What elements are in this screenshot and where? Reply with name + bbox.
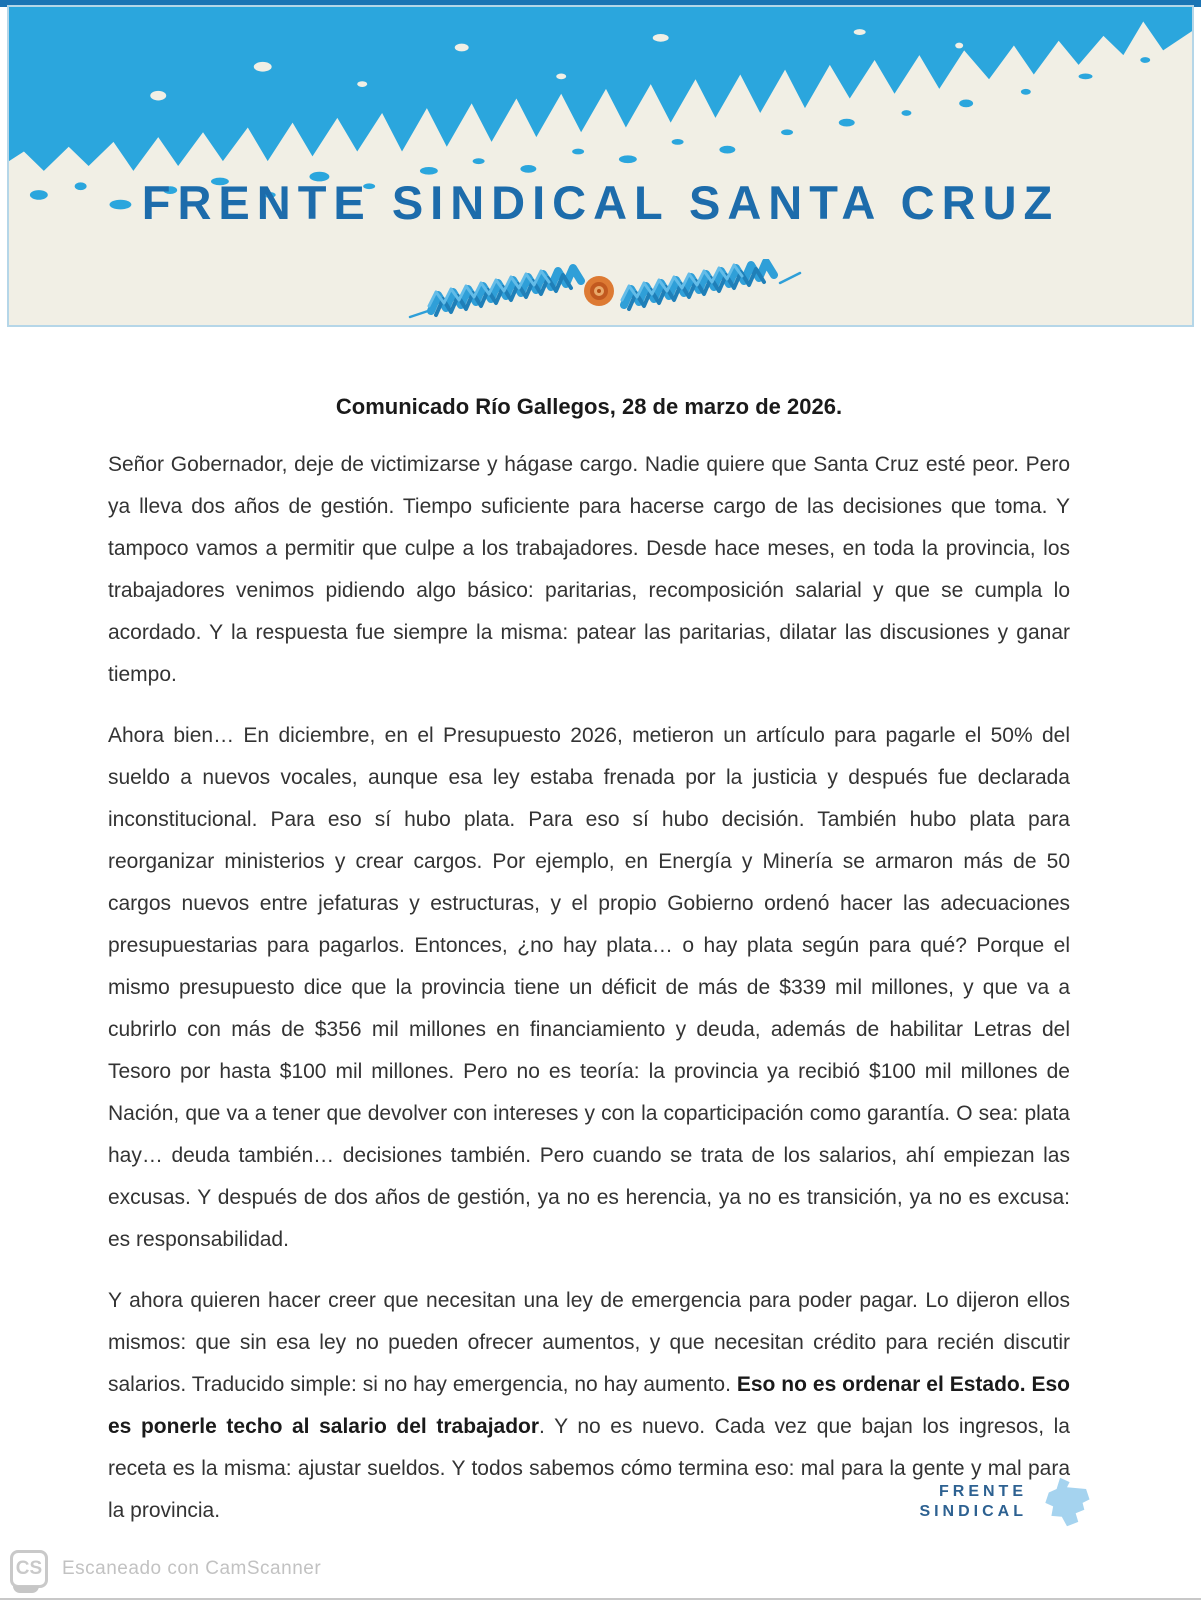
camscanner-label: Escaneado con CamScanner — [62, 1558, 322, 1579]
cs-badge-label: CS — [15, 1558, 43, 1579]
paragraph-1: Señor Gobernador, deje de victimizarse y hágase cargo. Nadie quiere que Santa Cruz esté peor. Pero ya lleva dos años de gestión. Tiempo suficiente para hacerse cargo de las decisiones que toma. Y tampoco vamos a permitir que culpe a los trabajadores. Desde hace meses, en toda la provincia, los trabajadores venimos pidiendo algo básico: paritarias, recomposición salarial y que se cumpla lo acordado. Y la respuesta fue siempre la misma: patear las paritarias, dilatar las discusiones y ganar tiempo. — [108, 453, 1070, 686]
letter-body — [108, 394, 1070, 1551]
footer-logo-line2: SINDICAL — [919, 1503, 1027, 1520]
footer-logo-line1: FRENTE — [939, 1483, 1027, 1500]
header-banner — [7, 5, 1194, 327]
flag-sun-icon — [584, 276, 614, 306]
footer-logo-text — [919, 1482, 1027, 1522]
footer-logo — [919, 1476, 1093, 1528]
santa-cruz-province-map-icon — [1041, 1476, 1093, 1528]
paragraph-2: Ahora bien… En diciembre, en el Presupuesto 2026, metieron un artículo para pagarle el 50% del sueldo a nuevos vocales, aunque esa ley estaba frenada por la justicia y después fue declarada inconstitucional. Para eso sí hubo plata. Para eso sí hubo decisión. También hubo plata para reorganizar ministerios y crear cargos. Por ejemplo, en Energía y Minería se armaron más de 50 cargos nuevos entre jefaturas y estructuras, y el propio Gobierno ordenó hacer las adecuaciones presupuestarias para pagarlos. Entonces, ¿no hay plata… o hay plata según para qué? Porque el mismo presupuesto dice que la provincia tiene un déficit de más de $339 mil millones, y que va a cubrirlo con más de $356 mil millones en financiamiento y deuda, además de habilitar Letras del Tesoro por hasta $100 mil millones. Pero no es teoría: la provincia ya recibió $100 mil millones de Nación, que va a tener que devolver con intereses y con la coparticipación como garantía. O sea: plata hay… deuda también… decisiones también. Pero cuando se trata de los salarios, ahí empiezan las excusas. Y después de dos años de gestión, ya no es herencia, ya no es transición, ya no es excusa: es responsabilidad. — [108, 724, 1070, 1251]
communique-title: Comunicado Río Gallegos, 28 de marzo de 2026. — [335, 394, 843, 419]
paragraph-3-bold-text: Eso no es ordenar el Estado. Eso es ponerle techo al salario del trabajador — [108, 1373, 1070, 1438]
argentina-flag-scribble-icon — [396, 259, 806, 323]
paragraph-3-end-text: . Y no es nuevo. Cada vez que bajan los ingresos, la receta es la misma: ajustar sueldos. Y todos sabemos cómo termina eso: mal para la gente y mal para la provincia. — [108, 1415, 1070, 1522]
paragraph-3-text: Y ahora quieren hacer creer que necesitan una ley de emergencia para poder pagar. Lo dijeron ellos mismos: que sin esa ley no pueden ofrecer aumentos, y que necesitan crédito para recién discutir salarios. Traducido simple: si no hay emergencia, no hay aumento. — [108, 1289, 1070, 1396]
camscanner-cs-icon — [10, 1550, 48, 1588]
org-title: FRENTE SINDICAL SANTA CRUZ — [141, 176, 1060, 229]
camscanner-watermark — [10, 1550, 321, 1588]
